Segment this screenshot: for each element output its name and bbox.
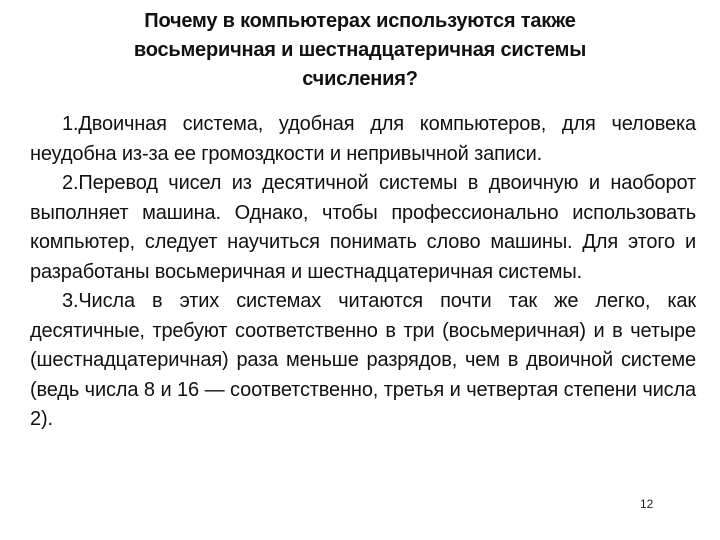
page-number: 12	[640, 497, 654, 511]
slide-title-line-2: восьмеричная и шестнадцатеричная системы	[133, 39, 587, 61]
paragraph-1: 1.Двоичная система, удобная для компьютеров, для человека неудобна из-за ее громоздкости и непривычной записи.	[30, 113, 696, 165]
paragraph-3: 3.Числа в этих системах читаются почти так же легко, как десятичные, требуют соответственно в три (восьмеричная) и в четыре (шестнадцатеричная) раза меньше разрядов, чем в двоичной системе (ведь числа 8 и 16 — соответственно, третья и четвертая степени числа 2).	[30, 290, 696, 430]
paragraph-2: 2.Перевод чисел из десятичной системы в двоичную и наоборот выполняет машина. Однако, чтобы профессионально использовать компьютер, следует научиться понимать слово машины. Для этого и разработаны восьмеричная и шестнадцатеричная системы.	[30, 172, 696, 283]
slide-title-line-1: Почему в компьютерах используются также	[144, 10, 576, 32]
slide-title-line-3: счисления?	[302, 68, 418, 90]
slide-body	[30, 110, 696, 435]
slide-title	[60, 7, 660, 94]
